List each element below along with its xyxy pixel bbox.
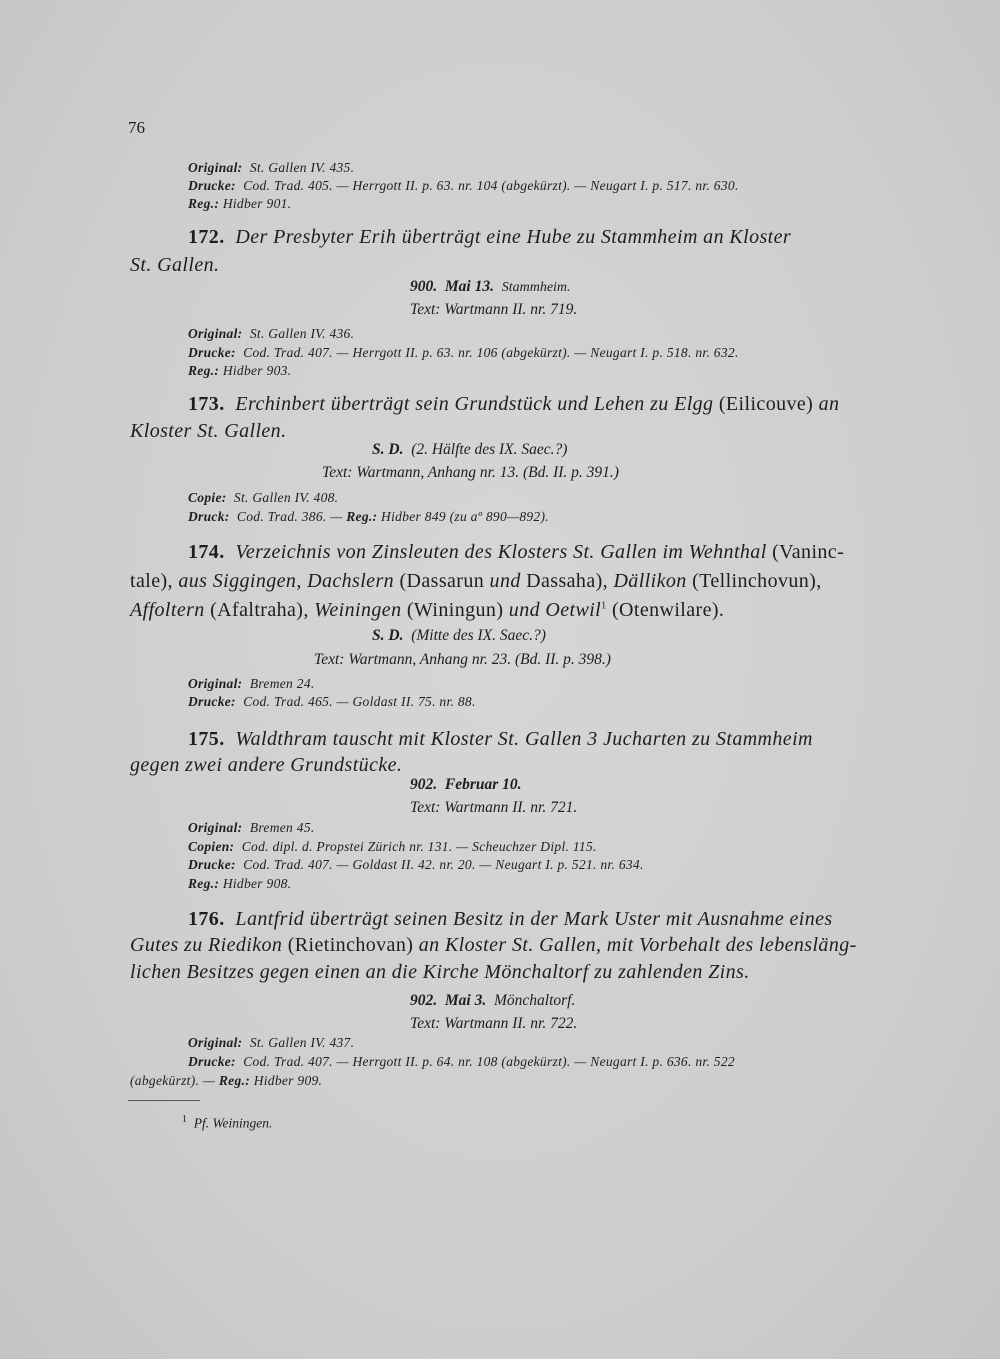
- entry-172-drucke-line: [188, 345, 739, 361]
- entry-175-title-line2: gegen zwei andere Grundstücke.: [130, 754, 403, 776]
- t: (Dassarun: [399, 570, 485, 592]
- entry-174-drucke-value: Cod. Trad. 465. — Goldast II. 75. nr. 88.: [243, 694, 476, 709]
- entry-174-title-line3: [130, 599, 724, 622]
- original-label: Original:: [188, 820, 243, 835]
- drucke-label: Drucke:: [188, 1054, 236, 1069]
- entry-175-year: 902.: [410, 776, 438, 793]
- entry-175-drucke-value: Cod. Trad. 407. — Goldast II. 42. nr. 20. — Neugart I. p. 521. nr. 634.: [243, 857, 644, 872]
- entry-175-reg-value: Hidber 908.: [222, 876, 292, 891]
- entry-172-original-value: St. Gallen IV. 436.: [249, 326, 355, 341]
- reg-label: Reg.:: [218, 1073, 250, 1088]
- footnote-marker: 1: [601, 600, 607, 612]
- entry-172-dateline: [410, 278, 571, 296]
- entry-173-title-line2: Kloster St. Gallen.: [130, 420, 287, 442]
- entry-176-drucke-cont-line: [130, 1073, 322, 1089]
- original-label: Original:: [188, 676, 243, 691]
- entry-174-original-value: Bremen 24.: [249, 676, 315, 691]
- t: aus Siggingen, Dachslern: [178, 570, 395, 592]
- t: (Afaltraha),: [210, 599, 309, 621]
- entry-176-drucke-cont: (abgekürzt). —: [130, 1073, 216, 1088]
- t: tale),: [130, 570, 173, 592]
- entry-173-druck-line: [188, 509, 549, 525]
- entry-172-reg-line: [188, 363, 291, 379]
- drucke-label: Drucke:: [188, 694, 236, 709]
- copie-label: Copie:: [188, 490, 227, 505]
- t: an Kloster St. Gallen, mit Vorbehalt des lebensläng-: [418, 934, 857, 956]
- t: Affoltern: [130, 599, 205, 621]
- prev-original-value: St. Gallen IV. 435.: [249, 160, 355, 175]
- prev-drucke-value: Cod. Trad. 405. — Herrgott II. p. 63. nr. 104 (abgekürzt). — Neugart I. p. 517. nr. 630.: [243, 178, 739, 193]
- text-label: Text:: [410, 799, 441, 816]
- entry-172-year: 900.: [410, 278, 438, 295]
- prev-reg-line: [188, 196, 291, 212]
- entry-173-title-a: Erchinbert überträgt sein Grundstück und Lehen zu Elgg: [235, 393, 714, 415]
- entry-174-original-line: [188, 676, 315, 692]
- text-label: Text:: [410, 301, 441, 318]
- original-label: Original:: [188, 1035, 243, 1050]
- entry-175-text-ref-value: Wartmann II. nr. 721.: [444, 799, 578, 816]
- footnote-divider: [128, 1100, 200, 1101]
- entry-175-original-line: [188, 820, 315, 836]
- entry-172-title-line2: St. Gallen.: [130, 254, 220, 276]
- text-label: Text:: [314, 651, 345, 668]
- t: Dällikon: [613, 570, 687, 592]
- t: und: [489, 570, 521, 592]
- entry-173-title-b: (Eilicouve): [718, 393, 814, 415]
- entry-173-reg-value: Hidber 849 (zu aº 890—892).: [381, 509, 549, 524]
- entry-174-number: 174.: [188, 541, 225, 563]
- entry-176-text-ref: [410, 1015, 577, 1033]
- entry-173-date: (2. Hälfte des IX. Saec.?): [411, 441, 568, 458]
- entry-176-title-line2: [130, 934, 857, 957]
- page-number: 76: [128, 118, 145, 137]
- entry-174-dateline: [372, 627, 546, 645]
- entry-174-title-line2: [130, 570, 822, 593]
- entry-172-title-line1: [188, 226, 791, 249]
- entry-176-title-text: Lantfrid überträgt seinen Besitz in der Mark Uster mit Ausnahme eines: [235, 908, 833, 930]
- entry-172-number: 172.: [188, 226, 225, 248]
- entry-172-date: Mai 13.: [444, 278, 494, 295]
- text-label: Text:: [410, 1015, 441, 1032]
- reg-label: Reg.:: [188, 876, 220, 891]
- entry-174-text-ref: [314, 651, 611, 669]
- entry-172-text-ref-value: Wartmann II. nr. 719.: [444, 301, 578, 318]
- prev-original-line: [188, 160, 354, 176]
- original-label: Original:: [188, 160, 243, 175]
- entry-173-dateline: [372, 441, 567, 459]
- entry-176-original-value: St. Gallen IV. 437.: [249, 1035, 355, 1050]
- reg-label: Reg.:: [346, 509, 378, 524]
- entry-173-title-line1: [188, 393, 839, 416]
- entry-175-drucke-line: [188, 857, 644, 873]
- entry-172-place: Stammheim.: [501, 280, 571, 295]
- entry-176-date: Mai 3.: [444, 992, 487, 1009]
- entry-173-druck-value: Cod. Trad. 386. —: [236, 509, 343, 524]
- entry-173-copie-line: [188, 490, 338, 506]
- original-label: Original:: [188, 326, 243, 341]
- t: (Tellinchovun),: [692, 570, 822, 592]
- entry-175-number: 175.: [188, 728, 225, 750]
- reg-label: Reg.:: [188, 363, 220, 378]
- t: Dassaha),: [526, 570, 609, 592]
- entry-175-dateline: [410, 776, 522, 794]
- entry-174-date: (Mitte des IX. Saec.?): [411, 627, 546, 644]
- t: und Oetwil: [508, 599, 602, 621]
- entry-173-title-c: an: [818, 393, 840, 415]
- entry-173-text-ref-value: Wartmann, Anhang nr. 13. (Bd. II. p. 391.): [356, 464, 619, 481]
- t: Weiningen: [314, 599, 402, 621]
- entry-176-title-line3: lichen Besitzes gegen einen an die Kirche Mönchaltorf zu zahlenden Zins.: [130, 961, 750, 983]
- t: (Rietinchovan): [287, 934, 414, 956]
- entry-175-text-ref: [410, 799, 577, 817]
- entry-176-drucke-value: Cod. Trad. 407. — Herrgott II. p. 64. nr. 108 (abgekürzt). — Neugart I. p. 636. nr. 522: [243, 1054, 735, 1069]
- prev-drucke-line: [188, 178, 739, 194]
- entry-175-title-line1: [188, 728, 813, 751]
- entry-174-title-b: (Vaninc-: [772, 541, 845, 563]
- reg-label: Reg.:: [188, 196, 220, 211]
- drucke-label: Drucke:: [188, 345, 236, 360]
- t: (Winingun): [406, 599, 504, 621]
- entry-175-copien-line: [188, 839, 597, 855]
- entry-173-number: 173.: [188, 393, 225, 415]
- entry-176-place: Mönchaltorf.: [493, 992, 576, 1009]
- entry-173-copie-value: St. Gallen IV. 408.: [233, 490, 339, 505]
- entry-172-reg-value: Hidber 903.: [222, 363, 292, 378]
- entry-175-copien-value: Cod. dipl. d. Propstei Zürich nr. 131. — Scheuchzer Dipl. 115.: [241, 839, 597, 854]
- text-label: Text:: [322, 464, 353, 481]
- drucke-label: Drucke:: [188, 178, 236, 193]
- entry-176-year: 902.: [410, 992, 438, 1009]
- copien-label: Copien:: [188, 839, 235, 854]
- entry-174-sd: S. D.: [372, 627, 404, 644]
- entry-175-date: Februar 10.: [444, 776, 522, 793]
- entry-176-title-line1: [188, 908, 833, 931]
- druck-label: Druck:: [188, 509, 230, 524]
- drucke-label: Drucke:: [188, 857, 236, 872]
- entry-176-dateline: [410, 992, 575, 1010]
- entry-176-number: 176.: [188, 908, 225, 930]
- entry-175-reg-line: [188, 876, 291, 892]
- entry-172-title-text: Der Presbyter Erih überträgt eine Hube zu Stammheim an Kloster: [235, 226, 792, 248]
- entry-172-drucke-value: Cod. Trad. 407. — Herrgott II. p. 63. nr. 106 (abgekürzt). — Neugart I. p. 518. nr. 632.: [243, 345, 739, 360]
- entry-175-title-text: Waldthram tauscht mit Kloster St. Gallen 3 Jucharten zu Stammheim: [235, 728, 813, 750]
- footnote-mark: 1: [182, 1114, 187, 1125]
- t: (Otenwilare).: [611, 599, 725, 621]
- entry-175-original-value: Bremen 45.: [249, 820, 315, 835]
- entry-176-text-ref-value: Wartmann II. nr. 722.: [444, 1015, 578, 1032]
- entry-174-drucke-line: [188, 694, 476, 710]
- footnote-text: Pf. Weiningen.: [193, 1115, 273, 1131]
- entry-176-original-line: [188, 1035, 354, 1051]
- entry-174-title-a: Verzeichnis von Zinsleuten des Klosters St. Gallen im Wehnthal: [235, 541, 767, 563]
- entry-176-reg-value: Hidber 909.: [253, 1073, 323, 1088]
- entry-172-text-ref: [410, 301, 577, 319]
- entry-174-title-line1: [188, 541, 844, 564]
- entry-176-drucke-line: [188, 1054, 735, 1070]
- t: Gutes zu Riedikon: [130, 934, 283, 956]
- footnote: [182, 1114, 272, 1132]
- entry-173-text-ref: [322, 464, 619, 482]
- entry-174-text-ref-value: Wartmann, Anhang nr. 23. (Bd. II. p. 398.): [348, 651, 611, 668]
- entry-173-sd: S. D.: [372, 441, 404, 458]
- prev-reg-value: Hidber 901.: [222, 196, 292, 211]
- entry-172-original-line: [188, 326, 354, 342]
